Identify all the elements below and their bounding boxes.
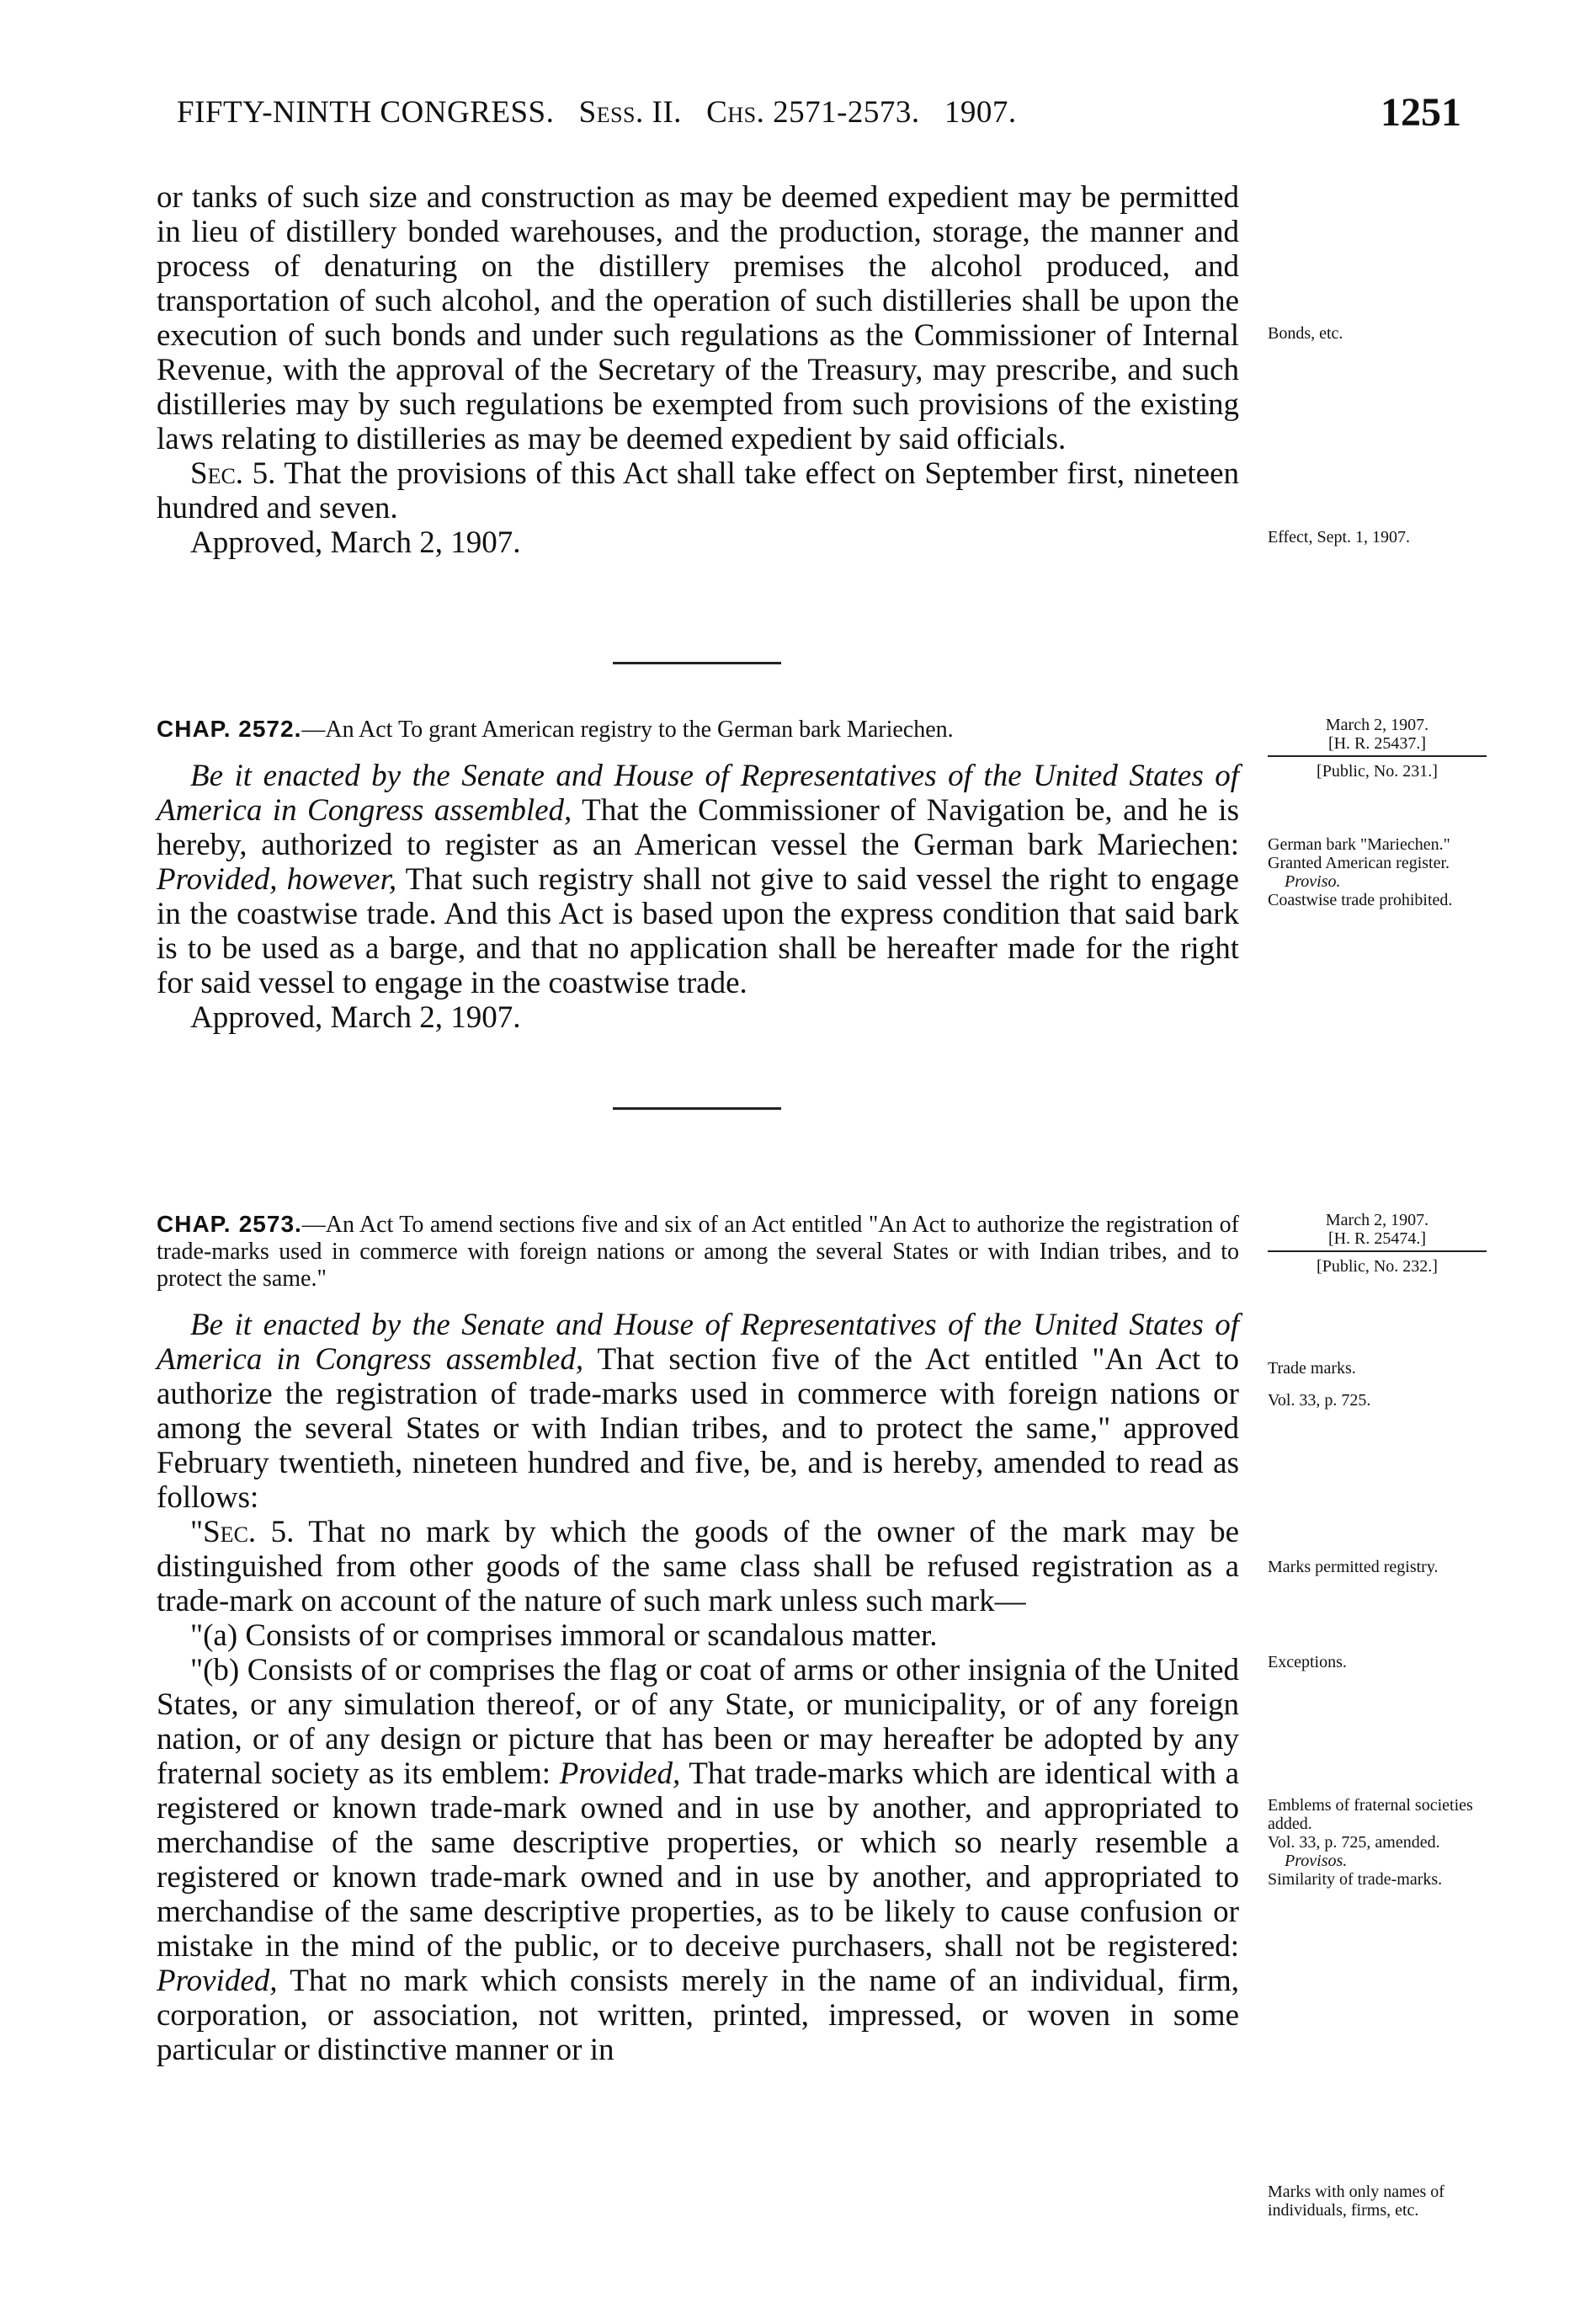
continuation-paragraph: or tanks of such size and construction as may be deemed expedient may be permitted in lieu of distillery bonded warehouses, and the production, storage, the manner and process of denaturing on the distillery premises the alcohol produced, and transportation of such alcohol, and the operation of such distilleries shall be upon the execution of such bonds and under such regulations as the Commissioner of Internal Revenue, with the approval of the Secretary of the Treasury, may prescribe, and such distilleries may by such regulations be exempted from such provisions of the existing laws relating to distilleries as may be deemed expedient by said officials. <box>157 180 1239 456</box>
chap-2573-item-b3: That no mark which consists merely in the name of an individual, firm, corporation, or association, not written, printed, impressed, or woven in some particular or distinctive manner or in <box>157 1964 1239 2067</box>
chap-2573-date: March 2, 1907. <box>1325 1211 1429 1229</box>
chap-2573-proviso-1: Provided, <box>559 1756 681 1791</box>
margin-note-emblems <box>1268 1796 1487 1889</box>
margin-note-similarity: Similarity of trade-marks. <box>1268 1870 1443 1889</box>
chap-2573-sidenote <box>1268 1211 1487 1276</box>
chap-2572-heading <box>157 716 1239 744</box>
margin-note-emblems-text: Emblems of fraternal societies added. <box>1268 1796 1473 1833</box>
chap-2573-body <box>157 1308 1239 1515</box>
header-year: 1907. <box>944 95 1017 130</box>
approved-line: Approved, March 2, 1907. <box>190 525 521 560</box>
chap-2572-date: March 2, 1907. <box>1325 716 1429 734</box>
chap-2573-sec5 <box>157 1515 1239 1618</box>
sec5-text: That the provisions of this Act shall take effect on September first, nineteen hundred and seven. <box>157 456 1239 525</box>
chap-2573-title: —An Act To amend sections five and six of an Act entitled "An Act to authorize the registration of trade-marks used in commerce with foreign nations or among the several States or with Indian tribes, and to protect the same." <box>157 1212 1239 1292</box>
margin-note-trade: Trade marks. <box>1268 1359 1356 1378</box>
separator-rule-2 <box>613 1107 781 1110</box>
header-session: Sess. II. <box>578 95 682 130</box>
chap-2573-bill: [H. R. 25474.] <box>1268 1229 1487 1252</box>
chap-2572-title: —An Act To grant American registry to the German bark Mariechen. <box>301 717 954 743</box>
chap-2572 <box>157 716 1239 1035</box>
chap-2573-label: CHAP. 2573. <box>157 1211 302 1237</box>
margin-note-exceptions: Exceptions. <box>1268 1653 1347 1671</box>
running-header <box>118 90 1482 145</box>
chap-2572-text-a: That the Commissioner of Navigation be, and he is hereby, authorized to register as an American vessel the German bark Mariechen: <box>157 793 1239 862</box>
margin-note-provisos: Provisos. <box>1285 1852 1348 1870</box>
margin-note-vol: Vol. 33, p. 725. <box>1268 1391 1371 1410</box>
chap-2573-sec5-label: "Sec. 5. <box>190 1515 295 1549</box>
chap-2572-public: [Public, No. 231.] <box>1317 762 1438 781</box>
chap-2573-proviso-2: Provided, <box>157 1964 278 1998</box>
margin-note-names: Marks with only names of individuals, firms, etc. <box>1268 2183 1444 2220</box>
chap-2573-sec5-text: That no mark by which the goods of the owner of the mark may be distinguished from other goods of the same class shall be refused registration as a trade-mark on account of the nature of such mark unless such mark— <box>157 1515 1239 1618</box>
margin-note-bonds: Bonds, etc. <box>1268 324 1343 343</box>
sec5-paragraph <box>157 456 1239 525</box>
chap-2572-body <box>157 759 1239 1000</box>
chap-2572-text-b: That such registry shall not give to said vessel the right to engage in the coastwise trade. And this Act is based upon the express condition that said bark is to be used as a barge, and that no application shall be hereafter made for the right for said vessel to engage in the coastwise trade. <box>157 862 1239 1000</box>
header-chapters: Chs. 2571-2573. <box>706 95 920 130</box>
margin-note-granted: Granted American register. <box>1268 854 1450 872</box>
chap-2573-item-b <box>157 1653 1239 2067</box>
margin-note-vol2: Vol. 33, p. 725, amended. <box>1268 1833 1440 1852</box>
continuation-section <box>157 180 1239 560</box>
chap-2573-item-b1: "(b) Consists of or comprises the flag or coat of arms or other insignia of the United States, or any simulation thereof, or of any State, or municipality, or of any foreign nation, or of any design or picture that has been or may hereafter be adopted by any fraternal society as its emblem: <box>157 1653 1239 1791</box>
chap-2572-label: CHAP. 2572. <box>157 716 302 742</box>
chap-2573-heading <box>157 1211 1239 1293</box>
chap-2572-proviso: Provided, however, <box>157 862 397 897</box>
margin-note-german-bark: German bark "Mariechen." <box>1268 835 1450 854</box>
chap-2573-item-a: "(a) Consists of or comprises immoral or scandalous matter. <box>190 1618 938 1653</box>
margin-note-proviso: Proviso. <box>1285 872 1341 891</box>
margin-note-coastwise: Coastwise trade prohibited. <box>1268 891 1453 909</box>
chap-2572-sidenote <box>1268 716 1487 781</box>
chap-2573-text-a: That section five of the Act entitled "An Act to authorize the registration of trade-marks used in commerce with foreign nations or among the several States or with Indian tribes, and to protect the same," approved February twentieth, nineteen hundred and five, be, and is hereby, amended to read as follows: <box>157 1342 1239 1515</box>
chap-2572-approved: Approved, March 2, 1907. <box>190 1000 521 1035</box>
chap-2573-public: [Public, No. 232.] <box>1317 1257 1438 1276</box>
header-congress: FIFTY-NINTH CONGRESS. <box>177 95 555 130</box>
margin-note-effect: Effect, Sept. 1, 1907. <box>1268 528 1411 546</box>
chap-2573-enacting: Be it enacted by the Senate and House of Representatives of the United States of America in Congress assembled, <box>157 1308 1239 1377</box>
sec5-label: Sec. 5. <box>190 456 276 491</box>
chap-2572-margin-notes <box>1268 835 1487 909</box>
chap-2572-enacting: Be it enacted by the Senate and House of Representatives of the United States of America in Congress assembled, <box>157 759 1239 828</box>
page-number: 1251 <box>1381 90 1461 135</box>
chap-2572-bill: [H. R. 25437.] <box>1268 734 1487 757</box>
header-left <box>177 94 1017 131</box>
margin-note-permitted: Marks permitted registry. <box>1268 1558 1439 1576</box>
chap-2573 <box>157 1211 1239 2067</box>
chap-2573-item-b2: That trade-marks which are identical with a registered or known trade-mark owned and in use by another, and appropriated to merchandise of the same descriptive properties, or which so nearly resemble a registered or known trade-mark owned and in use by another, and appropriated to merchandise of the same descriptive properties, as to be likely to cause confusion or mistake in the mind of the public, or to deceive purchasers, shall not be registered: <box>157 1756 1239 1964</box>
separator-rule <box>613 662 781 664</box>
